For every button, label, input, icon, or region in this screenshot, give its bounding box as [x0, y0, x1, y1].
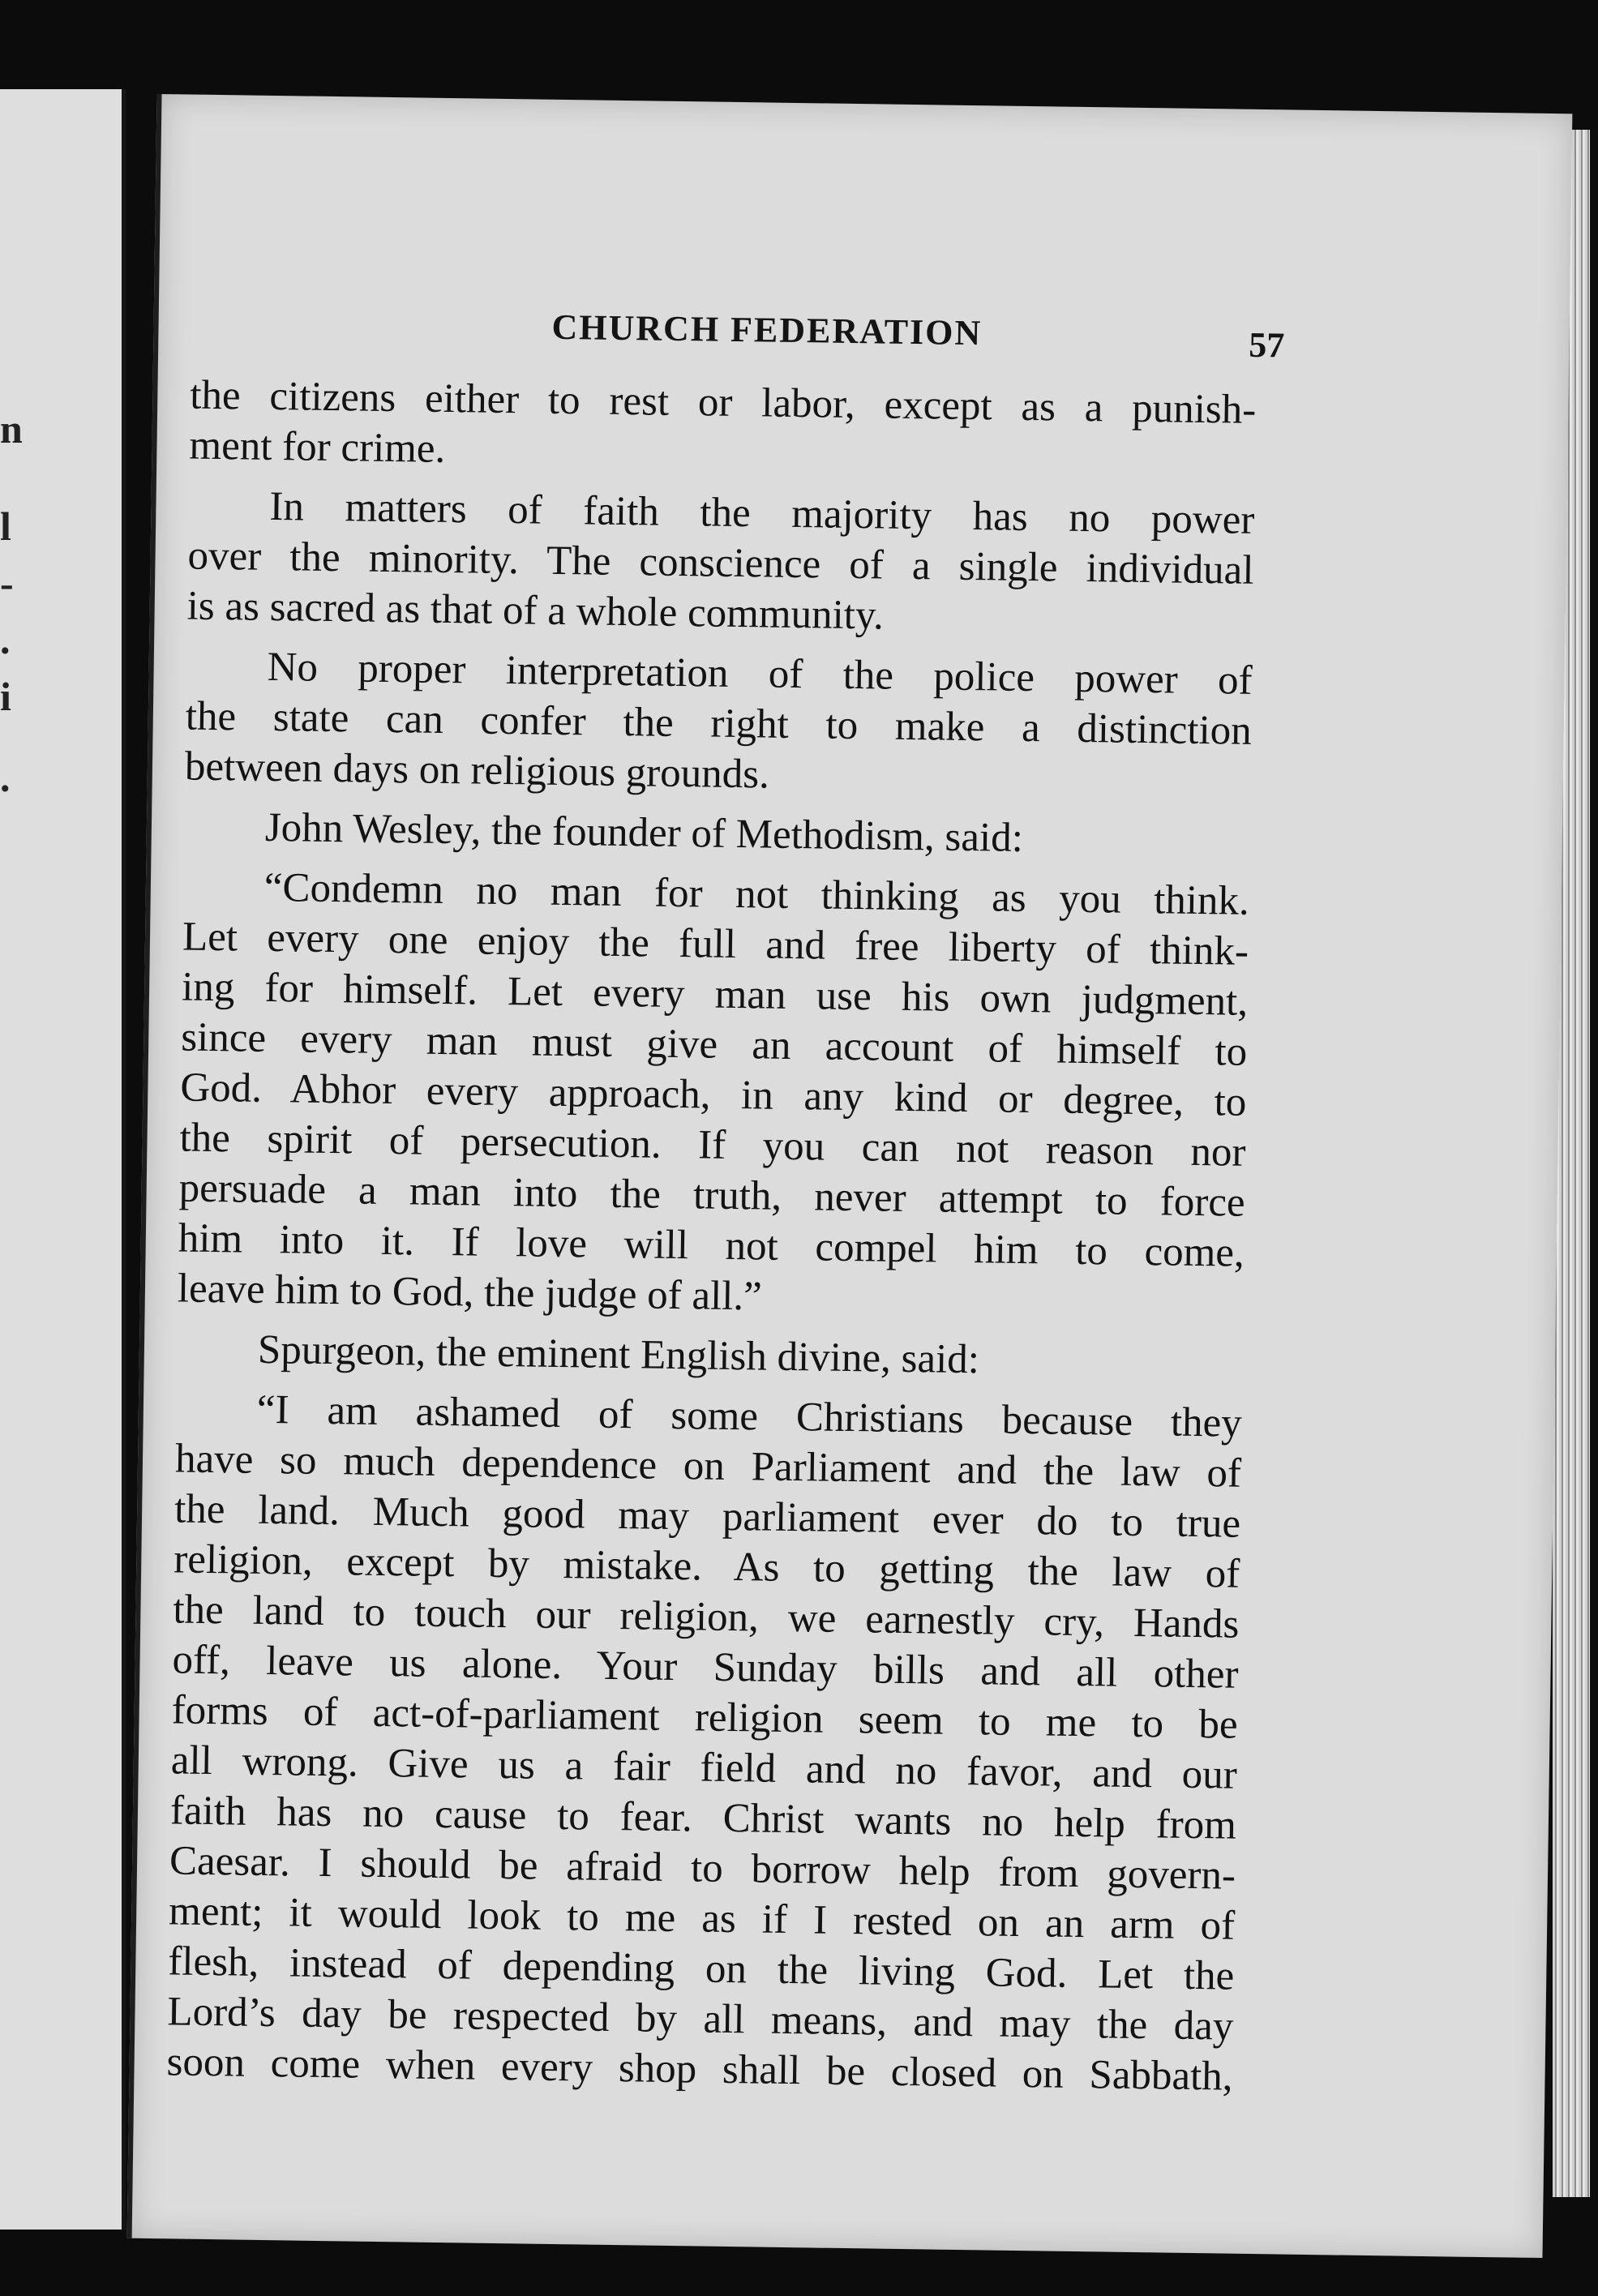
running-head: CHURCH FEDERATION [551, 306, 983, 353]
text-line: ment; it would look to me as if I rested on an arm of [168, 1888, 1236, 1949]
text-line: John Wesley, the founder of Methodism, said: [264, 804, 1024, 861]
facing-page-fragment: l [0, 503, 11, 549]
text-line: the spirit of persecution. If you can not reason nor [179, 1115, 1246, 1176]
facing-page-edge [0, 89, 126, 2230]
text-line: ment for crime. [189, 422, 446, 472]
text-line: the land to touch our religion, we earnestly cry, Hands [173, 1587, 1240, 1647]
text-line: since every man must give an account of himself to [180, 1014, 1248, 1075]
paragraph [177, 1323, 1244, 1388]
text-line: between days on religious grounds. [184, 743, 770, 798]
text-line: religion, except by mistake. As to getting the law of [173, 1536, 1240, 1597]
text-line: the land. Much good may parliament ever do to true [174, 1486, 1241, 1547]
text-line: the citizens either to rest or labor, except as a punish- [189, 372, 1257, 433]
text-line: have so much dependence on Parliament and the law of [174, 1436, 1242, 1497]
facing-page-fragment: n [0, 406, 23, 452]
facing-page-fragment: . [0, 755, 11, 800]
body-text [166, 371, 1257, 2112]
text-line: Lord’s day be respected by all means, and may the day [167, 1989, 1234, 2050]
text-line: “Condemn no man for not thinking as you think. [263, 864, 1250, 924]
text-line: leave him to God, the judge of all.” [177, 1266, 763, 1320]
text-line: No proper interpretation of the police power of [267, 644, 1253, 704]
text-line: him into it. If love will not compel him to come, [178, 1215, 1245, 1276]
page-number: 57 [1249, 324, 1285, 366]
paragraph [189, 371, 1257, 486]
paragraph [184, 801, 1251, 866]
paragraph [186, 481, 1254, 646]
book-page [127, 94, 1573, 2258]
text-line: the state can confer the right to make a distinction [185, 693, 1253, 754]
paragraph [185, 641, 1253, 807]
text-line: off, leave us alone. Your Sunday bills and all other [172, 1637, 1239, 1698]
text-line: soon come when every shop shall be closed on Sabbath, [166, 2039, 1233, 2100]
text-line: ing for himself. Let every man use his own judgment, [181, 964, 1249, 1025]
text-line: all wrong. Give us a fair field and no favor, and our [170, 1737, 1238, 1798]
text-line: God. Abhor every approach, in any kind or degree, to [180, 1064, 1247, 1125]
text-line: Caesar. I should be afraid to borrow help from govern- [169, 1838, 1236, 1899]
text-line: Spurgeon, the eminent English divine, said: [257, 1326, 980, 1383]
quotation [178, 861, 1250, 1328]
facing-page-fragment: - [0, 560, 14, 606]
text-line: is as sacred as that of a whole community. [186, 583, 885, 639]
text-line: “I am ashamed of some Christians because they [256, 1386, 1243, 1446]
text-line: faith has no cause to fear. Christ wants no help from [169, 1788, 1237, 1848]
text-line: Let every one enjoy the full and free liberty of think- [182, 914, 1249, 975]
text-line: persuade a man into the truth, never attempt to force [178, 1165, 1245, 1226]
text-line: In matters of faith the majority has no power [269, 483, 1255, 543]
facing-page-fragment: . [0, 617, 11, 662]
page-header [158, 301, 1570, 377]
quotation [166, 1383, 1242, 2101]
text-line: over the minority. The conscience of a single individual [187, 533, 1254, 593]
facing-page-fragment: i [0, 674, 11, 719]
text-line: forms of act-of-parliament religion seem to me to be [171, 1687, 1238, 1748]
text-line: flesh, instead of depending on the living God. Let the [167, 1938, 1235, 1999]
